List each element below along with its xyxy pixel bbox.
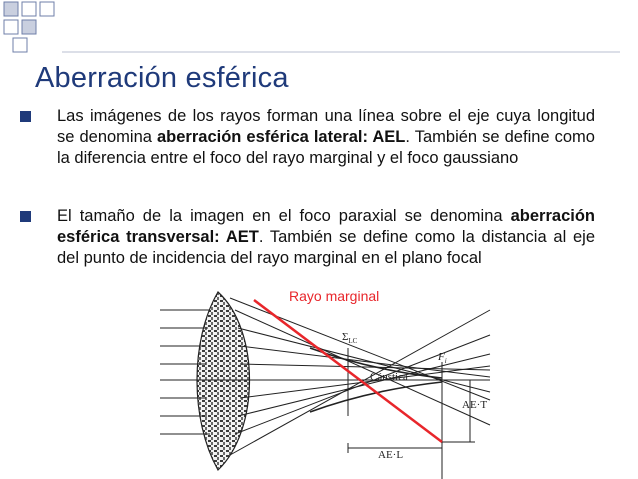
focus-label <box>437 351 447 365</box>
caustic-label: Cáustica <box>370 371 408 383</box>
focus-symbol: F <box>438 351 445 363</box>
focus-subscript: i <box>444 357 447 365</box>
refracted-rays <box>230 298 490 455</box>
bullet-2-text-end: . También se define como la distancia al eje del punto de incidencia del rayo marginal en el plano focal <box>57 228 595 267</box>
bullet-marker-1 <box>20 111 31 122</box>
slide-title: Aberración esférica <box>35 62 289 94</box>
lens-shape <box>197 292 250 470</box>
marginal-ray-label: Rayo marginal <box>286 288 382 304</box>
bullet-1-text: Las imágenes de los rayos forman una línea sobre el eje cuya longitud se denomina <box>57 107 595 146</box>
bullet-2-text: El tamaño de la imagen en el foco paraxial se denomina <box>57 207 511 225</box>
bullet-marker-2 <box>20 211 31 222</box>
spherical-aberration-diagram <box>160 280 638 479</box>
bullet-1-term: aberración esférica lateral: AEL <box>157 128 406 146</box>
marginal-ray <box>254 300 442 442</box>
decorative-squares <box>0 0 638 60</box>
sigma-symbol: Σ <box>342 331 349 343</box>
aet-label: AE·T <box>462 399 488 411</box>
bullet-text-2 <box>57 206 595 269</box>
bullet-1-text-end: . También se define como la diferencia entre el foco del rayo marginal y el foco gaussiano <box>57 128 595 167</box>
sigma-label <box>342 331 358 345</box>
bullet-2-term: aberración esférica transversal: AET <box>57 207 595 246</box>
sigma-subscript: LC <box>348 337 358 345</box>
ael-label: AE·L <box>378 449 404 461</box>
bullet-text-1 <box>57 106 595 169</box>
